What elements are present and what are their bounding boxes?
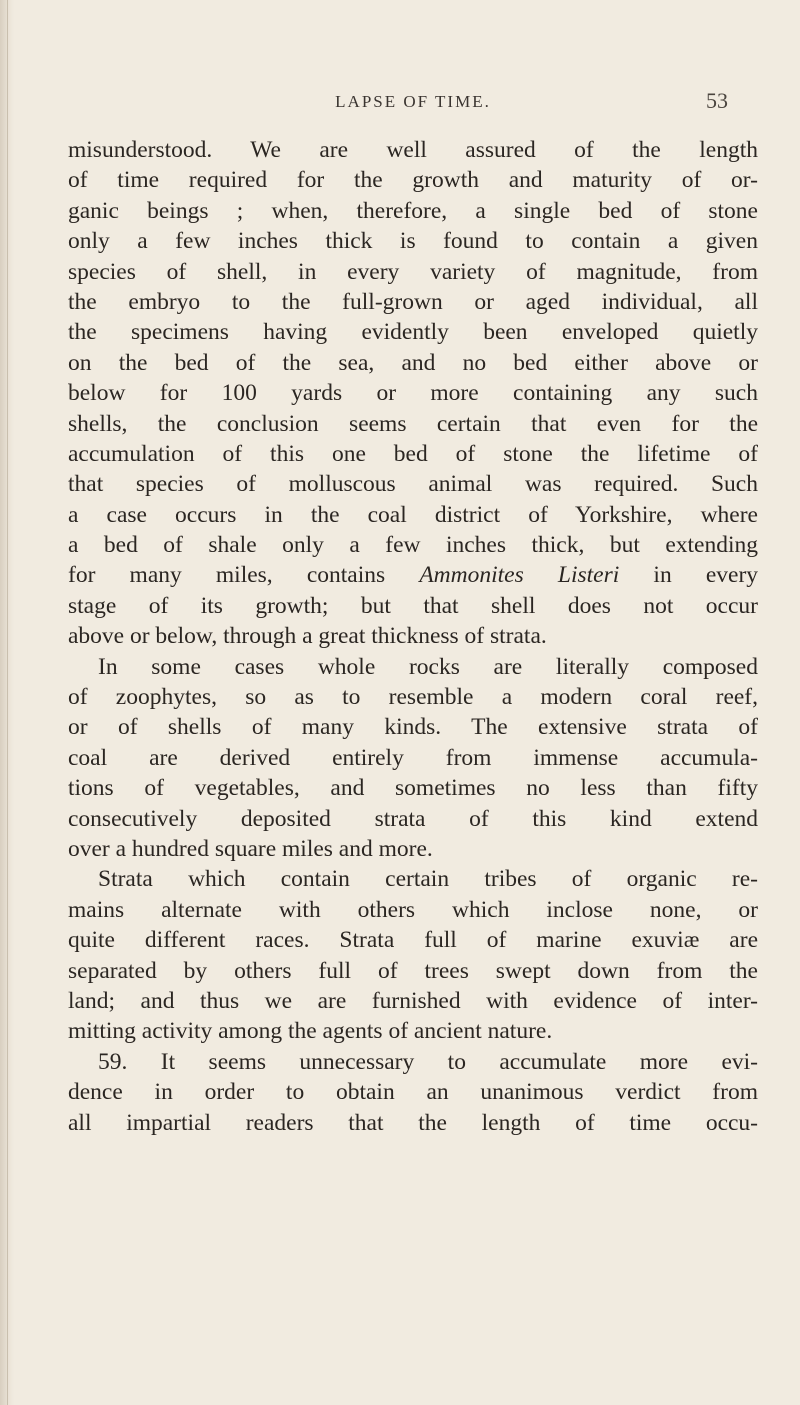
line-text: of time required for the growth and maturity of or- [68,167,758,194]
line-text: below for 100 yards or more containing any such [68,380,758,407]
body-text [68,135,758,1138]
line-text: 59. It seems unnecessary to accumulate more evi- [98,1048,758,1075]
text-line [68,834,758,864]
text-line [68,864,758,894]
line-text: stage of its growth; but that shell does not occur [68,592,758,619]
text-line [68,439,758,469]
text-line [68,1016,758,1046]
text-line [68,500,758,530]
text-line [68,652,758,682]
page-header [68,86,758,118]
text-line [68,226,758,256]
line-text: quite different races. Strata full of marine exuviæ are [68,927,758,954]
line-text: for many miles, contains [68,562,386,589]
line-text: above or below, through a great thickness of strata. [68,623,547,650]
text-line [68,1077,758,1107]
line-text: of zoophytes, so as to resemble a modern coral reef, [68,684,758,711]
line-text: shells, the conclusion seems certain that even for the [68,410,758,437]
text-line [68,682,758,712]
line-text: separated by others full of trees swept down from the [68,957,758,984]
line-text: all impartial readers that the length of time occu- [68,1109,758,1136]
text-line [68,317,758,347]
line-text: tions of vegetables, and sometimes no less than fifty [68,775,758,802]
running-head: LAPSE OF TIME. [335,92,491,111]
text-line [68,257,758,287]
text-line [68,895,758,925]
line-text: mitting activity among the agents of ancient nature. [68,1018,553,1045]
text-line [68,378,758,408]
text-line [68,165,758,195]
text-line [68,409,758,439]
text-line [68,560,758,590]
line-text: species of shell, in every variety of magnitude, from [68,258,758,285]
text-line [68,469,758,499]
text-line [68,1108,758,1138]
page-number: 53 [706,88,728,113]
text-line [68,925,758,955]
species-name: Ammonites Listeri [419,562,620,589]
line-text: on the bed of the sea, and no bed either above or [68,349,758,376]
text-line [68,956,758,986]
page-edge [0,0,14,1405]
line-text: Strata which contain certain tribes of organic re- [98,866,758,893]
line-text: misunderstood. We are well assured of the length [68,137,758,163]
line-text: dence in order to obtain an unanimous verdict from [68,1079,758,1106]
line-text: over a hundred square miles and more. [68,835,433,862]
line-text: that species of molluscous animal was required. Such [68,471,758,498]
text-line [68,986,758,1016]
text-line [68,712,758,742]
text-line [68,1047,758,1077]
line-text: land; and thus we are furnished with evidence of inter- [68,987,758,1014]
line-text: mains alternate with others which inclose none, or [68,896,758,923]
line-text: consecutively deposited strata of this kind extend [68,805,758,832]
line-text-after: in every [653,562,759,589]
text-line [68,743,758,773]
text-line [68,530,758,560]
line-text: accumulation of this one bed of stone the lifetime of [68,440,758,467]
line-text: ganic beings ; when, therefore, a single bed of stone [68,197,758,224]
text-line [68,135,758,165]
text-line [68,287,758,317]
line-text: the specimens having evidently been enveloped quietly [68,319,758,346]
text-line [68,591,758,621]
text-line [68,773,758,803]
line-text: or of shells of many kinds. The extensive strata of [68,714,758,741]
text-line [68,804,758,834]
line-text: coal are derived entirely from immense accumula- [68,744,758,771]
line-text: In some cases whole rocks are literally composed [98,653,758,680]
text-line [68,196,758,226]
line-text: the embryo to the full-grown or aged individual, all [68,288,758,315]
text-line [68,621,758,651]
line-text: only a few inches thick is found to contain a given [68,228,758,255]
line-text: a case occurs in the coal district of Yorkshire, where [68,501,758,528]
text-line [68,348,758,378]
line-text: a bed of shale only a few inches thick, but extending [68,532,758,559]
